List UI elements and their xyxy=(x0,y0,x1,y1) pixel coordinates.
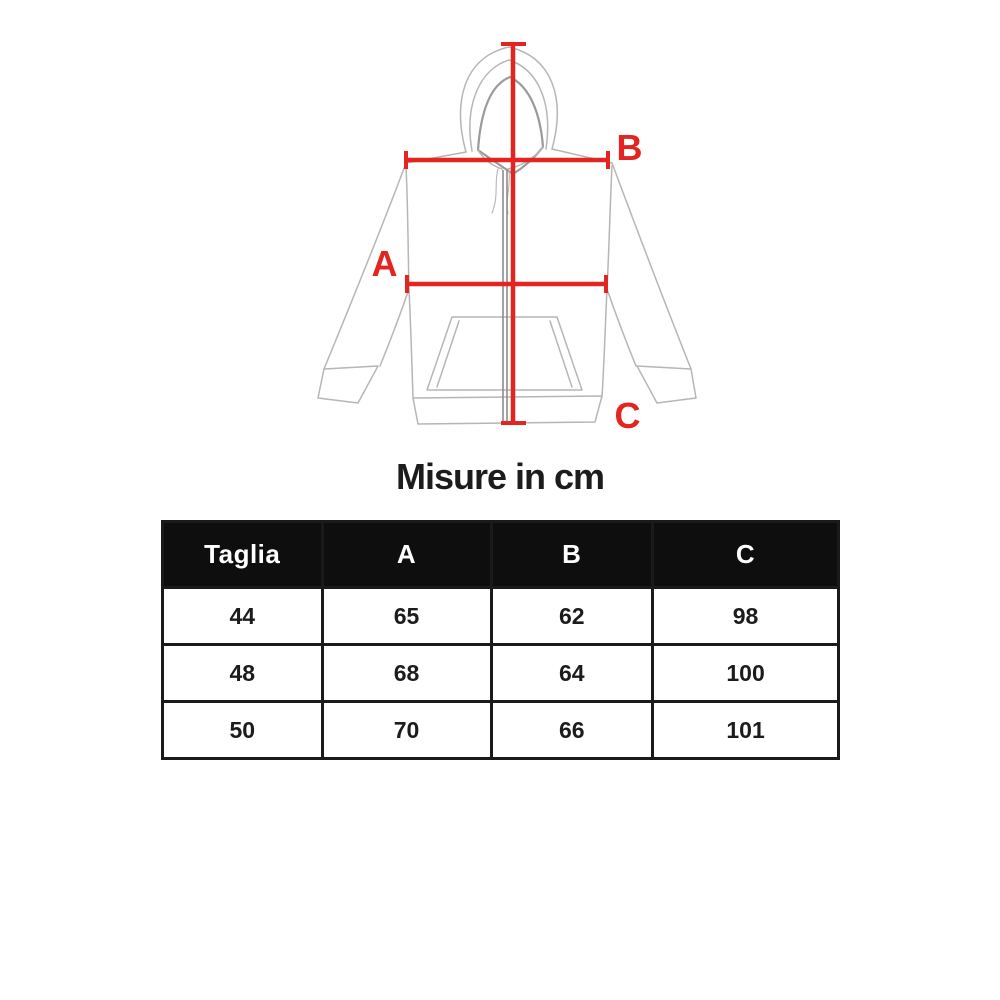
column-header-a: A xyxy=(322,522,491,588)
table-cell-c: 98 xyxy=(653,588,839,645)
table-cell-a: 68 xyxy=(322,645,491,702)
table-row xyxy=(163,645,839,702)
cuff-left xyxy=(318,366,378,403)
armhole-seam-left xyxy=(406,166,409,289)
table-row xyxy=(163,588,839,645)
sleeve-inner-right xyxy=(607,289,636,366)
table-cell-a: 70 xyxy=(322,702,491,759)
page-title: Misure in cm xyxy=(395,456,605,497)
measure-label-b: B xyxy=(616,127,642,168)
measure-label-a: A xyxy=(371,243,397,284)
table-cell-size: 44 xyxy=(163,588,323,645)
column-header-b: B xyxy=(491,522,653,588)
body-side-left xyxy=(409,289,413,398)
armhole-seam-right xyxy=(607,166,612,289)
column-header-c: C xyxy=(653,522,839,588)
table-header-row xyxy=(163,522,839,588)
hoodie-line-drawing xyxy=(280,20,720,450)
table-cell-b: 66 xyxy=(491,702,653,759)
sleeve-inner-left xyxy=(380,289,409,366)
table-cell-size: 50 xyxy=(163,702,323,759)
drawstring-left xyxy=(492,169,498,213)
table-cell-size: 48 xyxy=(163,645,323,702)
table-cell-b: 64 xyxy=(491,645,653,702)
sleeve-outer-right xyxy=(612,163,691,369)
cuff-right xyxy=(637,366,696,403)
hood-inner-line xyxy=(470,60,548,151)
body-side-right xyxy=(602,289,607,397)
column-header-taglia: Taglia xyxy=(163,522,323,588)
table-cell-c: 101 xyxy=(653,702,839,759)
size-table xyxy=(161,520,840,760)
table-cell-a: 65 xyxy=(322,588,491,645)
kangaroo-pocket xyxy=(427,317,582,390)
hoodie-outline-group xyxy=(318,47,696,424)
table-cell-c: 100 xyxy=(653,645,839,702)
table-row xyxy=(163,702,839,759)
measure-label-c: C xyxy=(614,395,640,436)
table-cell-b: 62 xyxy=(491,588,653,645)
